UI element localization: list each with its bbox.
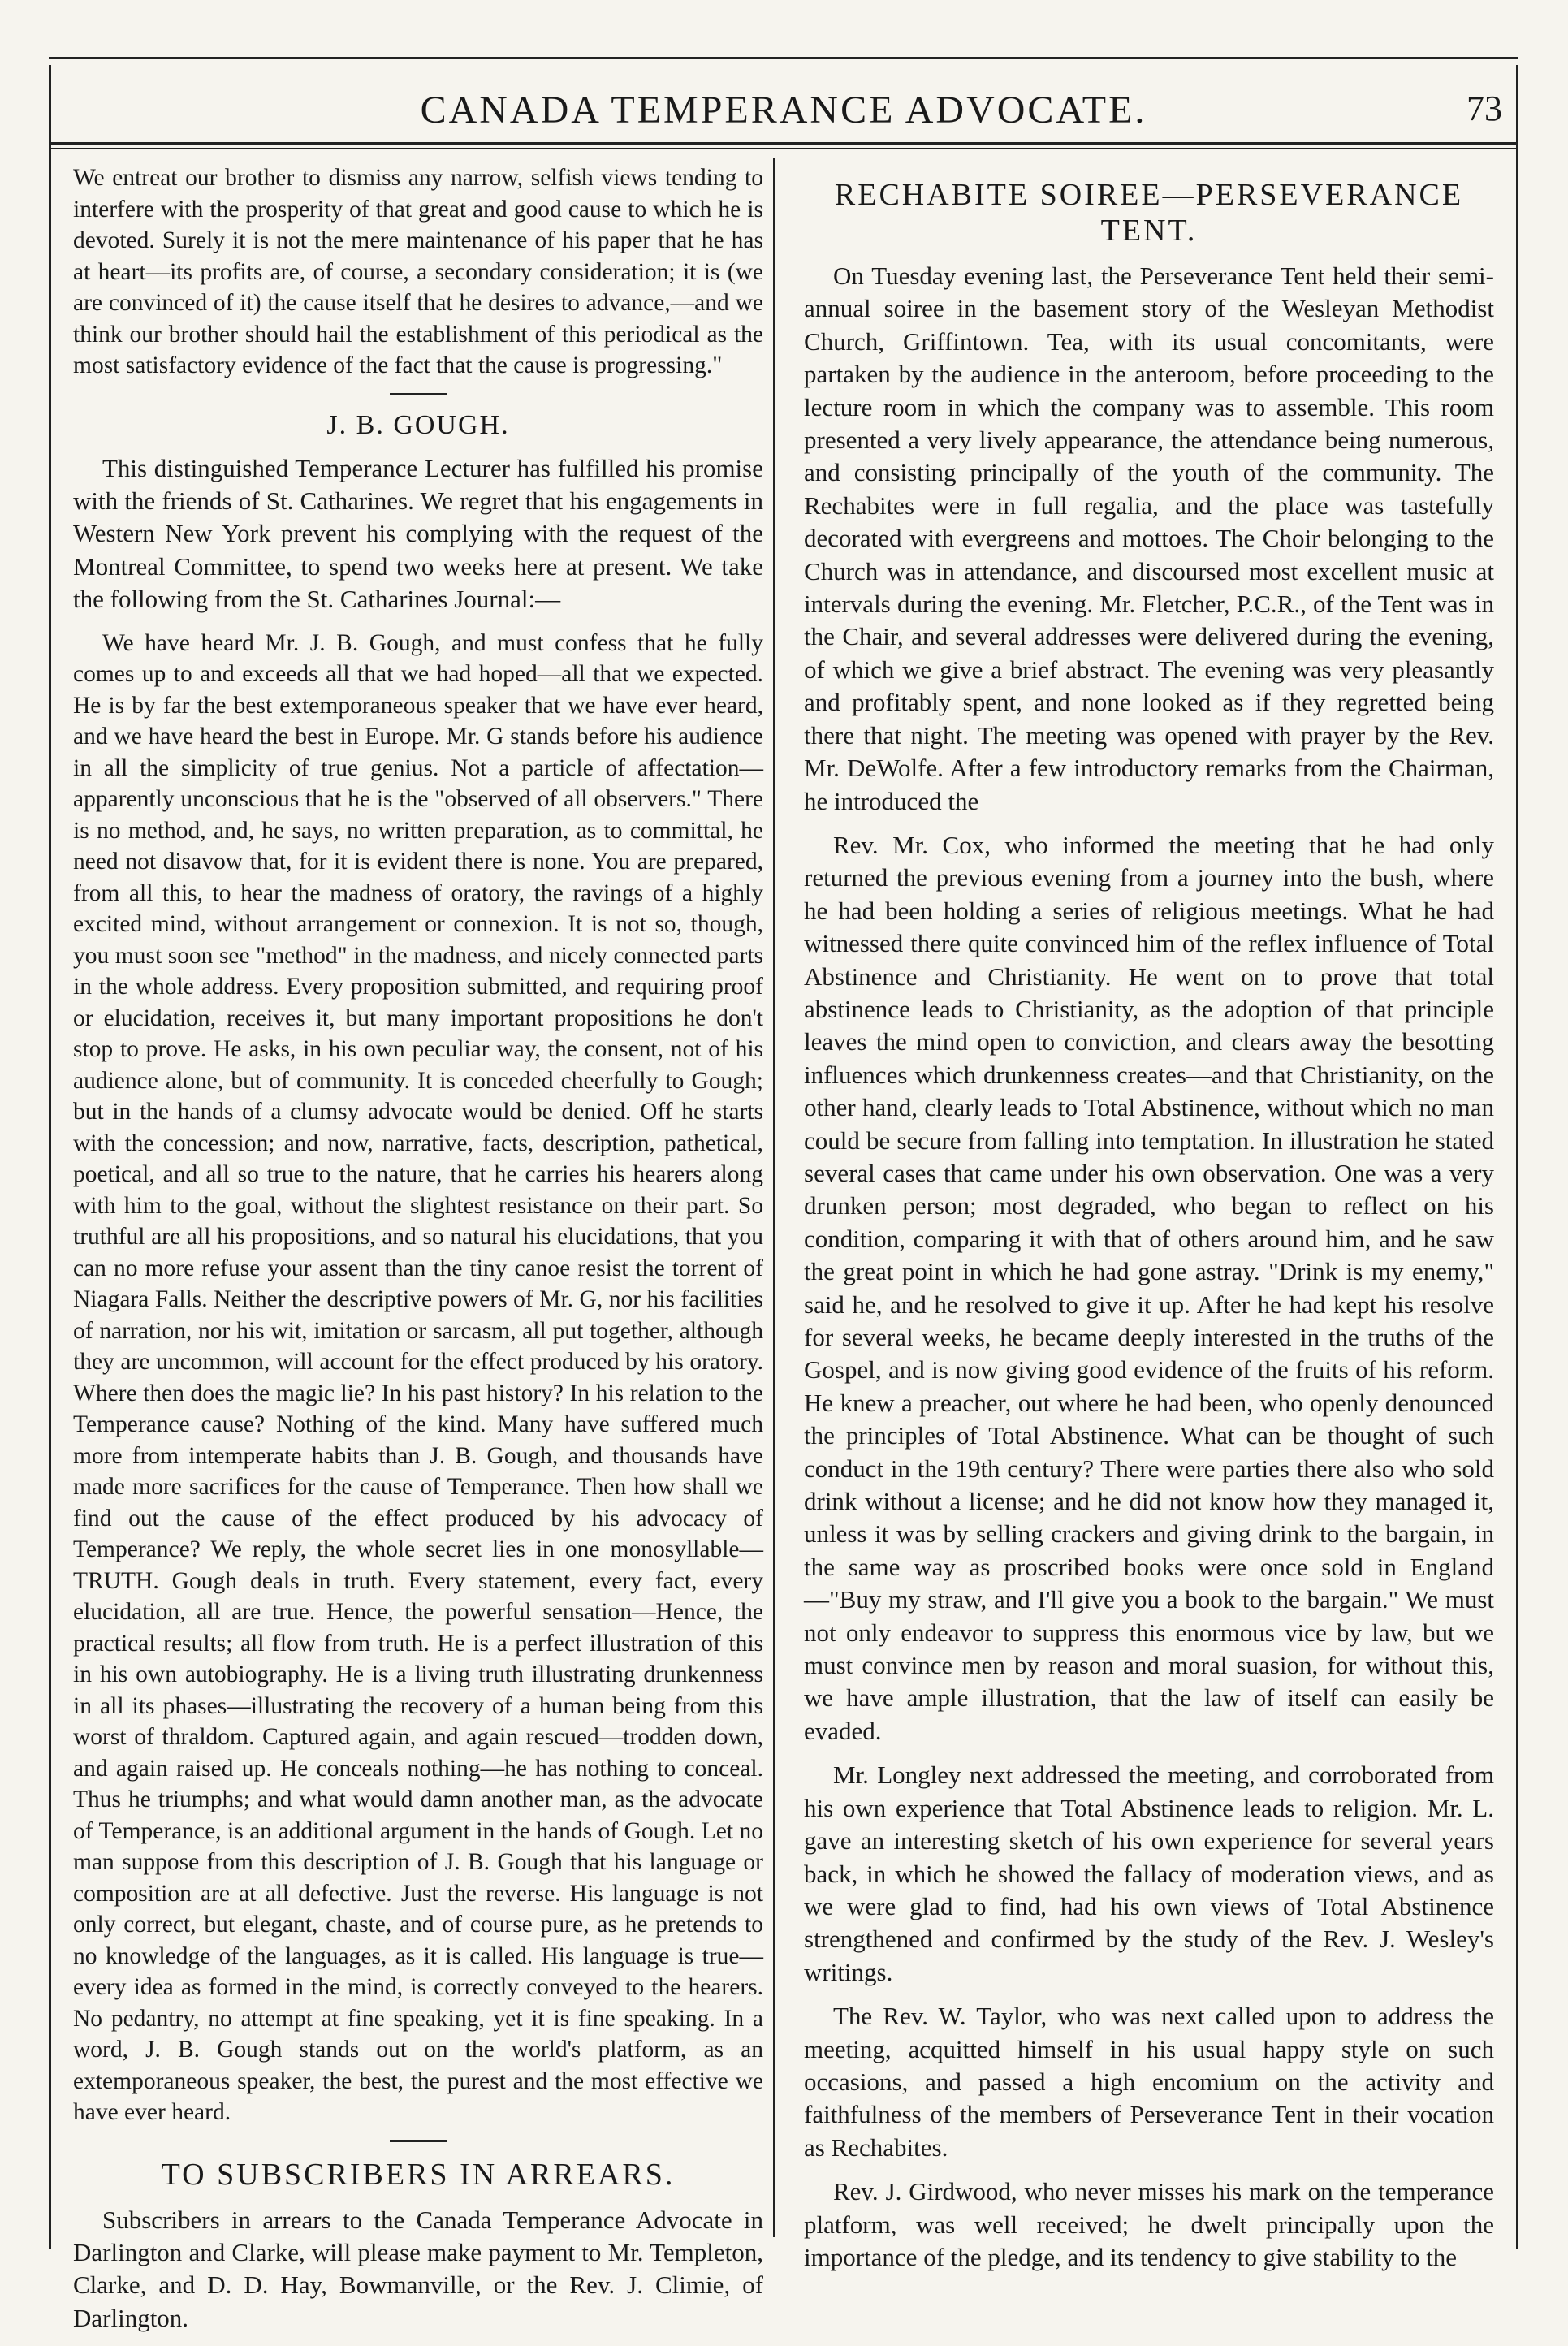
page-title: CANADA TEMPERANCE ADVOCATE. [420,89,1147,132]
page-number: 73 [1466,89,1502,128]
header-rule [49,142,1518,145]
gough-paragraph-2: We have heard Mr. J. B. Gough, and must confess that he fully comes up to and exceeds all that we had hoped—all that we expected. He is by far the best extemporaneous speaker that we have ever heard, and we have heard the best in Europe. Mr. G stands before his audience in all the simplicity of true genius. Not a particle of affectation—apparently unconscious that he is the "observed of all observers." There is no method, and, he says, no written preparation, as to committal, he need not disavow that, for it is evident there is none. You are prepared, from all this, to hear the madness of oratory, the ravings of a highly excited mind, without arrangement or connexion. It is not so, though, you must soon see "method" in the madness, and nicely connected parts in the whole address. Every proposition submitted, and requiring proof or elucidation, receives it, but many important propositions he don't stop to prove. He asks, in his own peculiar way, the consent, not of his audience alone, but of community. It is conceded cheerfully to Gough; but in the hands of a clumsy advocate would be denied. Off he starts with the concession; and now, narrative, facts, description, pathetical, poetical, and all so true to the nature, that he carries his hearers along with him to the goal, without the slightest resistance on their part. So truthful are all his propositions, and so natural his elucidations, that you can no more refuse your assent than the tiny canoe resist the torrent of Niagara Falls. Neither the descriptive powers of Mr. G, nor his facilities of narration, nor his wit, imitation or sarcasm, all put together, although they are uncommon, will account for the effect produced by his oratory. Where then does the magic lie? In his past history? In his relation to the Temperance cause? Nothing of the kind. Many have suffered much more from intemperate habits than J. B. Gough, and thousands have made more sacrifices for the cause of Temperance. Then how shall we find out the cause of the effect produced by his advocacy of Temperance? We reply, the whole secret lies in one monosyllable—TRUTH. Gough deals in truth. Every statement, every fact, every elucidation, all are true. Hence, the powerful sensation—Hence, the practical results; all flow from truth. He is a perfect illustration of this in his own autobiography. He is a living truth illustrating drunkenness in all its phases—illustrating the recovery of a human being from this worst of thraldom. Captured again, and again rescued—trodden down, and again raised up. He conceals nothing—he has nothing to conceal. Thus he triumphs; and what would damn another man, as the advocate of Temperance, is an additional argument in the hands of Gough. Let no man suppose from this description of J. B. Gough that his language or composition are at all defective. Just the reverse. His language is not only correct, but elegant, chaste, and of course pure, as he pretends to no knowledge of the languages, as it is called. His language is true—every idea as formed in the mind, is correctly conveyed to the hearers. No pedantry, no attempt at fine speaking, yet it is fine speaking. In a word, J. B. Gough stands out on the world's platform, as an extemporaneous speaker, the best, the purest and the most effective we have ever heard. [73,629,763,2126]
left-border [49,65,51,2249]
top-rule [49,57,1518,59]
section-separator-2 [390,2140,447,2142]
left-column [73,162,763,2346]
rechabite-paragraph-3: Mr. Longley next addressed the meeting, and corroborated from his own experience that Total Abstinence leads to religion. Mr. L. gave an interesting sketch of his own experience for several years back, in which he showed the fallacy of moderation views, and as we were glad to find, had his own views of Total Abstinence strengthened and confirmed by the study of the Rev. J. Wesley's writings. [804,1761,1494,1986]
rechabite-paragraph-2: Rev. Mr. Cox, who informed the meeting that he had only returned the previous evening from a journey into the bush, where he had been holding a series of religious meetings. What he had witnessed there quite convinced him of the reflex influence of Total Abstinence and Christianity. He went on to prove that total abstinence leads to Christianity, as the adoption of that principle leaves the mind open to conviction, and clears away the besotting influences which drunkenness creates—and that Christianity, on the other hand, clearly leads to Total Abstinence, without which no man could be secure from falling into temptation. In illustration he stated several cases that came under his own observation. One was a very drunken person; most degraded, who began to reflect on his condition, comparing it with that of others around him, and he saw the great point in which he had gone astray. "Drink is my enemy," said he, and he resolved to give it up. After he had kept his resolve for several weeks, he became deeply interested in the truths of the Gospel, and is now giving good evidence of the fruits of his reform. He knew a preacher, out where he had been, who openly denounced the principles of Total Abstinence. What can be thought of such conduct in the 19th century? There were parties there also who sold drink without a license; and he did not know how they managed it, unless it was by selling crackers and giving drink to the bargain, in the same way as proscribed books were once sold in England—"Buy my straw, and I'll give you a book to the bargain." We must not only endeavor to suppress this enormous vice by law, but we must convince men by reason and moral suasion, for without this, we have ample illustration, that the law of itself can easily be evaded. [804,830,1494,1745]
rechabite-paragraph-1: On Tuesday evening last, the Perseverance Tent held their semi-annual soiree in the basement story of the Wesleyan Methodist Church, Griffintown. Tea, with its usual concomitants, were partaken by the audience in the anteroom, before proceeding to the lecture room in which the company was to assemble. This room presented a very lively appearance, the attendance being numerous, and consisting principally of the youth of the community. The Rechabites were in full regalia, and the place was tastefully decorated with evergreens and mottoes. The Choir belonging to the Church was in attendance, and discoursed most excellent music at intervals during the evening. Mr. Fletcher, P.C.R., of the Tent was in the Chair, and several addresses were delivered during the evening, of which we give a brief abstract. The evening was very pleasantly and profitably spent, and none looked as if they regretted being there that night. The meeting was opened with prayer by the Rev. Mr. DeWolfe. After a few introductory remarks from the Chairman, he introduced the [804,261,1494,815]
rechabite-paragraph-4: The Rev. W. Taylor, who was next called upon to address the meeting, acquitted himself in his usual happy style on such occasions, and passed a high encomium on the activity and faithfulness of the members of Perseverance Tent in their vocation as Rechabites. [804,2002,1494,2162]
gough-heading: J. B. GOUGH. [326,409,510,440]
newspaper-page [49,32,1518,2332]
rechabite-paragraph-5: Rev. J. Girdwood, who never misses his mark on the temperance platform, was well received; he dwelt principally upon the importance of the pledge, and its tendency to give stability to the [804,2177,1494,2271]
arrears-paragraph: Subscribers in arrears to the Canada Temperance Advocate in Darlington and Clarke, will please make payment to Mr. Templeton, Clarke, and D. D. Hay, Bowmanville, or the Rev. J. Climie, of Darlington. [73,2205,763,2332]
column-divider [773,158,775,2237]
gough-paragraph-1: This distinguished Temperance Lecturer has fulfilled his promise with the friends of St. Catharines. We regret that his engagements in Western New York prevent his complying with the request of the Montreal Committee, to spend two weeks here at present. We take the following from the St. Catharines Journal:— [73,453,763,614]
right-border [1516,65,1518,2249]
intro-paragraph: We entreat our brother to dismiss any narrow, selfish views tending to interfere with the prosperity of that great and good cause to which he is devoted. Surely it is not the mere maintenance of his paper that he has at heart—its profits are, of course, a secondary consideration; it is (we are convinced of it) the cause itself that he desires to advance,—and we think our brother should hail the establishment of this periodical as the most satisfactory evidence of the fact that the cause is progressing." [73,165,763,378]
rechabite-heading: RECHABITE SOIREE—PERSEVERANCE TENT. [834,178,1464,248]
right-column [804,162,1494,2285]
section-separator [390,393,447,395]
header-rule-thin [49,148,1518,149]
arrears-heading: TO SUBSCRIBERS IN ARREARS. [161,2157,676,2192]
